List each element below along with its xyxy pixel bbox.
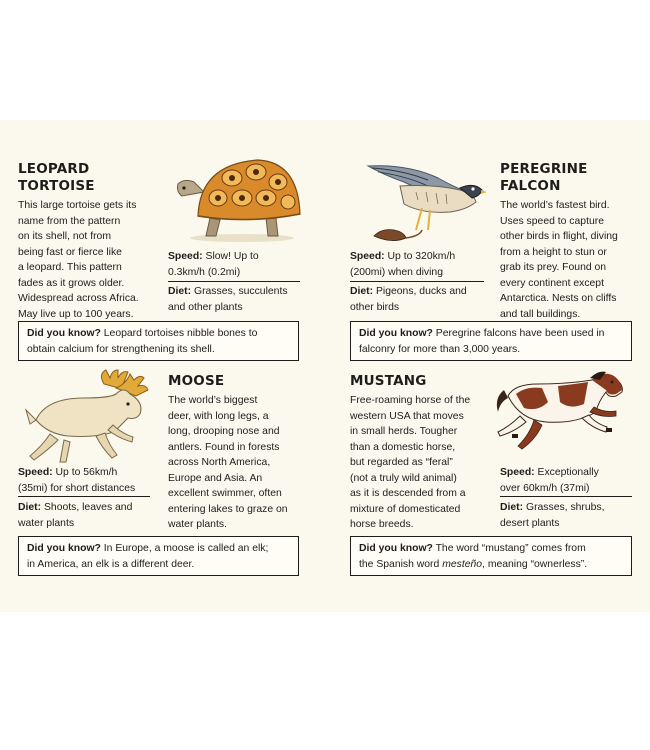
- peregrine-falcon-description: [500, 198, 648, 322]
- peregrine-falcon-speed: [350, 249, 484, 280]
- falcon-illustration: [360, 158, 490, 250]
- fact-text: The word “mustang” comes from: [432, 543, 586, 554]
- description-line: name from the pattern: [18, 215, 121, 227]
- speed-label: Speed:: [350, 251, 385, 262]
- speed-value: (35mi) for short distances: [18, 482, 136, 494]
- leopard-tortoise-description: [18, 198, 168, 322]
- fact-label: Did you know?: [27, 543, 101, 554]
- speed-value: Slow! Up to: [202, 251, 259, 262]
- fact-text: , meaning “ownerless”.: [482, 558, 588, 570]
- speed-value: (200mi) when diving: [350, 266, 443, 278]
- tortoise-illustration: [170, 148, 302, 248]
- description-line: on its shell, not from: [18, 231, 111, 242]
- speed-label: Speed:: [168, 251, 203, 262]
- description-line: from a height to stun or: [500, 246, 607, 258]
- leopard-tortoise-diet: [168, 284, 300, 315]
- fact-text: in America, an elk is a different deer.: [27, 558, 195, 570]
- speed-label: Speed:: [18, 467, 53, 478]
- diet-value: desert plants: [500, 517, 560, 529]
- leopard-tortoise-title: [18, 161, 95, 195]
- diet-label: Diet:: [168, 286, 192, 297]
- diet-value: Shoots, leaves and: [41, 502, 133, 513]
- description-line: Antarctica. Nests on cliffs: [500, 293, 617, 304]
- description-line: (not a truly wild animal): [350, 472, 457, 484]
- divider: [18, 496, 150, 497]
- mustang-title: MUSTANG: [350, 373, 427, 389]
- fact-text: falconry for more than 3,000 years.: [359, 343, 521, 355]
- description-line: The world’s biggest: [168, 395, 258, 406]
- speed-value: Exceptionally: [534, 467, 599, 478]
- description-line: Free-roaming horse of the: [350, 395, 471, 406]
- description-line: excellent swimmer, often: [168, 488, 282, 499]
- description-line: May live up to 100 years.: [18, 308, 134, 320]
- description-line: a leopard. This pattern: [18, 262, 122, 273]
- description-line: other birds in flight, diving: [500, 231, 618, 242]
- description-line: This large tortoise gets its: [18, 200, 137, 211]
- description-line: every continent except: [500, 277, 604, 289]
- speed-label: Speed:: [500, 467, 535, 478]
- fact-text: Leopard tortoises nibble bones to: [100, 328, 258, 339]
- title-line: PEREGRINE: [500, 161, 588, 177]
- mustang-diet: [500, 500, 634, 531]
- mustang-speed: [500, 465, 634, 496]
- fact-text-italic: mesteño: [442, 558, 483, 570]
- title-line: LEOPARD: [18, 161, 90, 177]
- moose-fact-box: [18, 536, 299, 576]
- description-line: in small herds. Tougher: [350, 426, 458, 437]
- fact-text: the Spanish word: [359, 558, 443, 570]
- fact-text: Peregrine falcons have been used in: [432, 328, 605, 339]
- divider: [500, 496, 632, 497]
- fact-text: obtain calcium for strengthening its shell.: [27, 343, 215, 355]
- diet-label: Diet:: [18, 502, 42, 513]
- divider: [168, 281, 300, 282]
- fact-label: Did you know?: [359, 328, 433, 339]
- speed-value: Up to 56km/h: [52, 467, 118, 478]
- fact-label: Did you know?: [359, 543, 433, 554]
- description-line: than a domestic horse,: [350, 441, 456, 453]
- description-line: grab its prey. Found on: [500, 262, 607, 273]
- title-line: TORTOISE: [18, 178, 95, 194]
- description-line: antlers. Found in forests: [168, 441, 280, 453]
- title-line: FALCON: [500, 178, 561, 194]
- moose-description: [168, 393, 308, 533]
- description-line: deer, with long legs, a: [168, 410, 269, 422]
- diet-value: Grasses, shrubs,: [523, 502, 605, 513]
- description-line: and tall buildings.: [500, 308, 581, 320]
- description-line: The world’s fastest bird.: [500, 200, 610, 211]
- fact-text: In Europe, a moose is called an elk;: [100, 543, 269, 554]
- description-line: long, drooping nose and: [168, 426, 280, 437]
- book-spread: [0, 120, 650, 612]
- leopard-tortoise-speed: [168, 249, 300, 280]
- moose-diet: [18, 500, 152, 531]
- diet-value: Grasses, succulents: [191, 286, 288, 297]
- moose-illustration: [16, 370, 166, 466]
- peregrine-falcon-diet: [350, 284, 484, 315]
- leopard-tortoise-fact-box: [18, 321, 299, 361]
- description-line: being fast or fierce like: [18, 246, 122, 258]
- description-line: Uses speed to capture: [500, 215, 604, 227]
- description-line: fades as it grows older.: [18, 277, 125, 289]
- description-line: Europe and Asia. An: [168, 472, 263, 484]
- moose-title: MOOSE: [168, 373, 225, 389]
- diet-value: water plants: [18, 517, 75, 529]
- description-line: western USA that moves: [350, 410, 464, 422]
- divider: [350, 281, 484, 282]
- description-line: water plants.: [168, 519, 227, 530]
- diet-label: Diet:: [500, 502, 524, 513]
- description-line: across North America,: [168, 457, 271, 468]
- horse-illustration: [494, 368, 634, 454]
- peregrine-falcon-fact-box: [350, 321, 632, 361]
- description-line: as it is descended from a: [350, 488, 466, 499]
- fact-label: Did you know?: [27, 328, 101, 339]
- description-line: entering lakes to graze on: [168, 503, 288, 515]
- moose-speed: [18, 465, 152, 496]
- peregrine-falcon-title: [500, 161, 588, 195]
- diet-value: Pigeons, ducks and: [373, 286, 467, 297]
- speed-value: 0.3km/h (0.2mi): [168, 266, 241, 278]
- diet-label: Diet:: [350, 286, 374, 297]
- speed-value: Up to 320km/h: [384, 251, 456, 262]
- mustang-fact-box: [350, 536, 632, 576]
- diet-value: and other plants: [168, 301, 243, 313]
- description-line: mixture of domesticated: [350, 503, 461, 515]
- diet-value: other birds: [350, 301, 400, 313]
- description-line: horse breeds.: [350, 519, 414, 530]
- speed-value: over 60km/h (37mi): [500, 482, 590, 494]
- description-line: Widespread across Africa.: [18, 293, 139, 304]
- mustang-description: [350, 393, 490, 533]
- description-line: but regarded as “feral”: [350, 457, 453, 468]
